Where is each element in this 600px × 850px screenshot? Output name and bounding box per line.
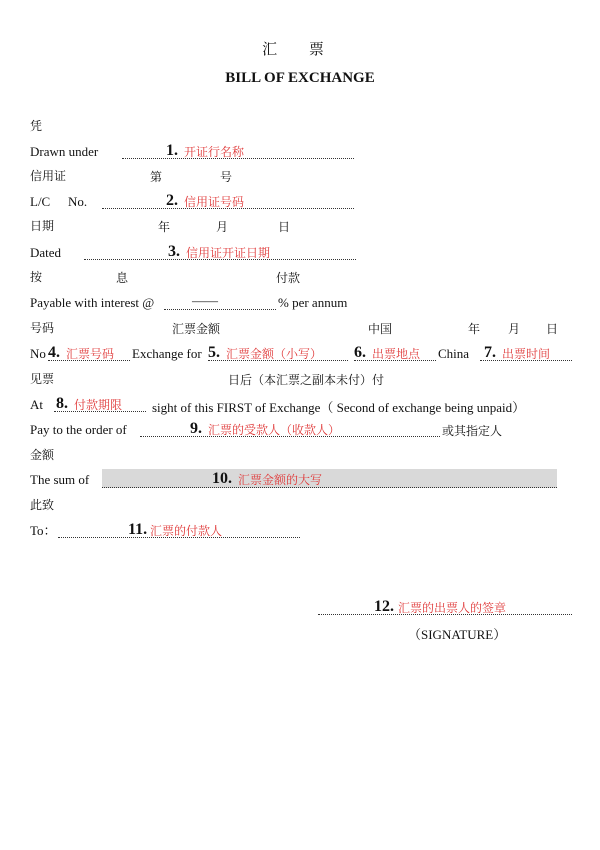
field-12-text: 汇票的出票人的签章 [398, 601, 507, 615]
field-amount-figures[interactable] [208, 344, 348, 361]
field-5-number: 5. [208, 344, 220, 361]
label-at: At [30, 397, 43, 412]
field-7-text: 出票时间 [502, 347, 551, 361]
label-lc: L/C [30, 194, 51, 209]
label-row-month: 月 [508, 322, 521, 336]
title-english: BILL OF EXCHANGE [225, 70, 375, 86]
field-6-number: 6. [354, 344, 366, 361]
field-4-text: 汇票号码 [66, 347, 115, 361]
label-an: 按 [30, 270, 43, 284]
field-drawer-signature[interactable] [318, 598, 572, 615]
field-issuing-bank[interactable] [122, 142, 354, 159]
label-amount-cn: 汇票金额 [172, 322, 221, 336]
field-tenor[interactable] [54, 395, 146, 412]
field-8-text: 付款期限 [74, 398, 123, 412]
field-lc-number[interactable] [102, 192, 354, 209]
field-9-text: 汇票的受款人（收款人） [208, 423, 341, 437]
label-jine: 金额 [30, 448, 55, 462]
label-date-cn: 日期 [30, 219, 55, 233]
field-10-text: 汇票金额的大写 [238, 473, 323, 487]
field-11-number: 11. [128, 521, 148, 538]
label-per-annum: % per annum [278, 295, 348, 310]
label-no: No. [68, 194, 88, 209]
field-2-text: 信用证号码 [184, 195, 245, 209]
label-to: To： [30, 523, 57, 538]
field-drawee[interactable] [58, 521, 300, 538]
label-cizhi: 此致 [30, 498, 55, 512]
label-no-row: No [30, 346, 46, 361]
field-2-number: 2. [166, 192, 178, 209]
label-or-assign: 或其指定人 [442, 424, 503, 438]
field-5-text: 汇票金额（小写） [226, 347, 323, 361]
label-haoma: 号码 [30, 321, 55, 335]
field-11-text: 汇票的付款人 [150, 524, 223, 538]
label-di: 第 [150, 170, 163, 184]
field-6-text: 出票地点 [372, 347, 421, 361]
label-payable-interest: Payable with interest @ [30, 295, 155, 310]
field-draft-number[interactable] [48, 344, 130, 361]
field-8-number: 8. [56, 395, 68, 412]
interest-dash: —— [192, 293, 218, 308]
label-exchange-for: Exchange for [132, 346, 202, 361]
label-drawn-under: Drawn under [30, 144, 99, 159]
label-china-cn: 中国 [368, 322, 393, 336]
label-fukuan: 付款 [276, 271, 301, 285]
label-dated: Dated [30, 245, 62, 260]
label-signature: （SIGNATURE） [408, 627, 507, 642]
field-interest-rate[interactable] [164, 293, 276, 310]
field-10-number: 10. [212, 470, 232, 487]
field-lc-issue-date[interactable] [84, 243, 356, 260]
label-china-en: China [438, 346, 470, 361]
label-lc-cn: 信用证 [30, 169, 67, 183]
label-day: 日 [278, 220, 291, 234]
field-payee[interactable] [140, 420, 440, 437]
label-row-year: 年 [468, 322, 481, 336]
label-jianpiao: 见票 [30, 372, 55, 386]
field-1-number: 1. [166, 142, 178, 159]
field-4-number: 4. [48, 344, 60, 361]
field-amount-words[interactable] [102, 469, 557, 488]
label-year: 年 [158, 220, 171, 234]
label-sum-of: The sum of [30, 472, 90, 487]
label-hao: 号 [220, 170, 233, 184]
field-1-text: 开证行名称 [184, 145, 245, 159]
field-place-of-issue[interactable] [354, 344, 436, 361]
label-sight-first: sight of this FIRST of Exchange（ Second of exchange being unpaid） [152, 400, 526, 415]
label-ping: 凭 [30, 119, 43, 133]
label-row-day: 日 [546, 322, 559, 336]
field-7-number: 7. [484, 344, 496, 361]
field-date-of-issue[interactable] [480, 344, 572, 361]
title-chinese: 汇 票 [262, 42, 338, 58]
field-3-text: 信用证开证日期 [186, 246, 271, 260]
label-xi: 息 [116, 271, 129, 285]
label-pay-order: Pay to the order of [30, 422, 127, 437]
field-9-number: 9. [190, 420, 202, 437]
field-12-number: 12. [374, 598, 394, 615]
label-rihou: 日后（本汇票之副本未付）付 [228, 373, 385, 387]
label-month: 月 [216, 220, 229, 234]
field-3-number: 3. [168, 243, 180, 260]
